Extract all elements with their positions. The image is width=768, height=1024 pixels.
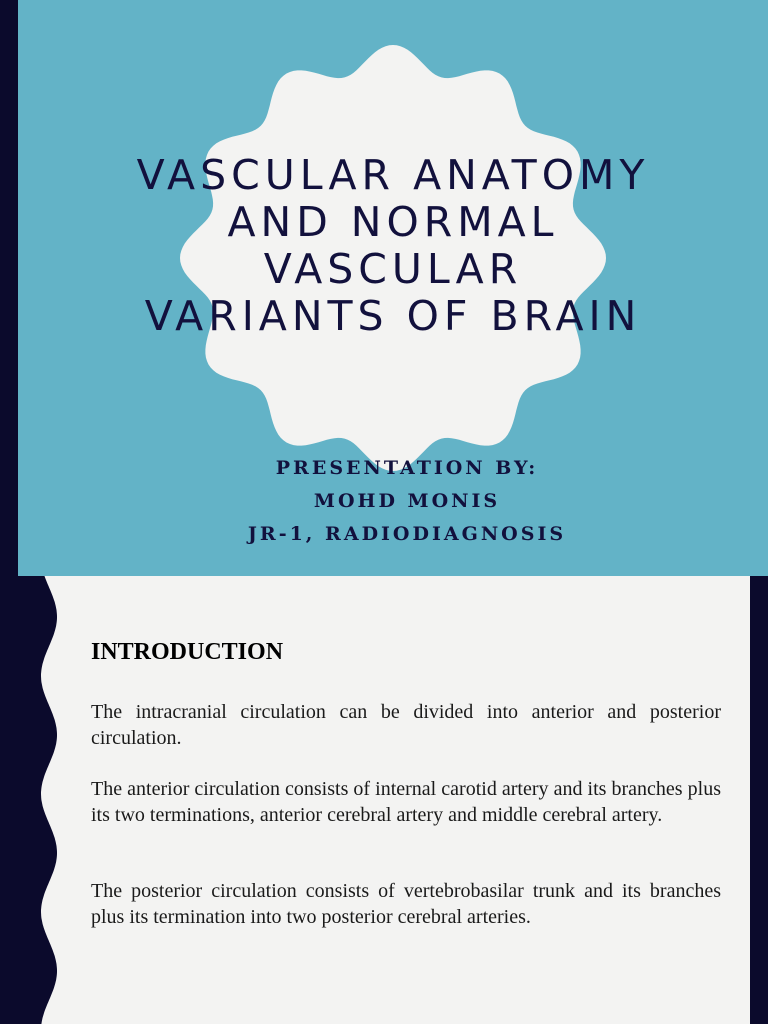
paragraph-anterior-circulation: The anterior circulation consists of internal carotid artery and its branches plus its two terminations, anterior cerebral artery and middle cerebral artery. bbox=[91, 778, 721, 826]
byline-label: PRESENTATION BY: bbox=[275, 457, 539, 479]
paragraph-posterior-circulation: The posterior circulation consists of vertebrobasilar trunk and its branches plus its termination into two posterior cerebral arteries. bbox=[91, 880, 721, 928]
slide-title: VASCULAR ANATOMY AND NORMAL VASCULAR VARIANTS OF BRAIN bbox=[136, 151, 650, 340]
presenter-role: JR-1, RADIODIAGNOSIS bbox=[247, 523, 567, 545]
paragraph-intracranial-circulation: The intracranial circulation can be divided into anterior and posterior circulation. bbox=[91, 701, 721, 749]
title-slide bbox=[18, 0, 768, 576]
section-heading: INTRODUCTION bbox=[91, 639, 284, 665]
introduction-slide bbox=[0, 576, 768, 1024]
presenter-name: MOHD MONIS bbox=[313, 490, 501, 512]
presenter-byline bbox=[18, 452, 768, 551]
